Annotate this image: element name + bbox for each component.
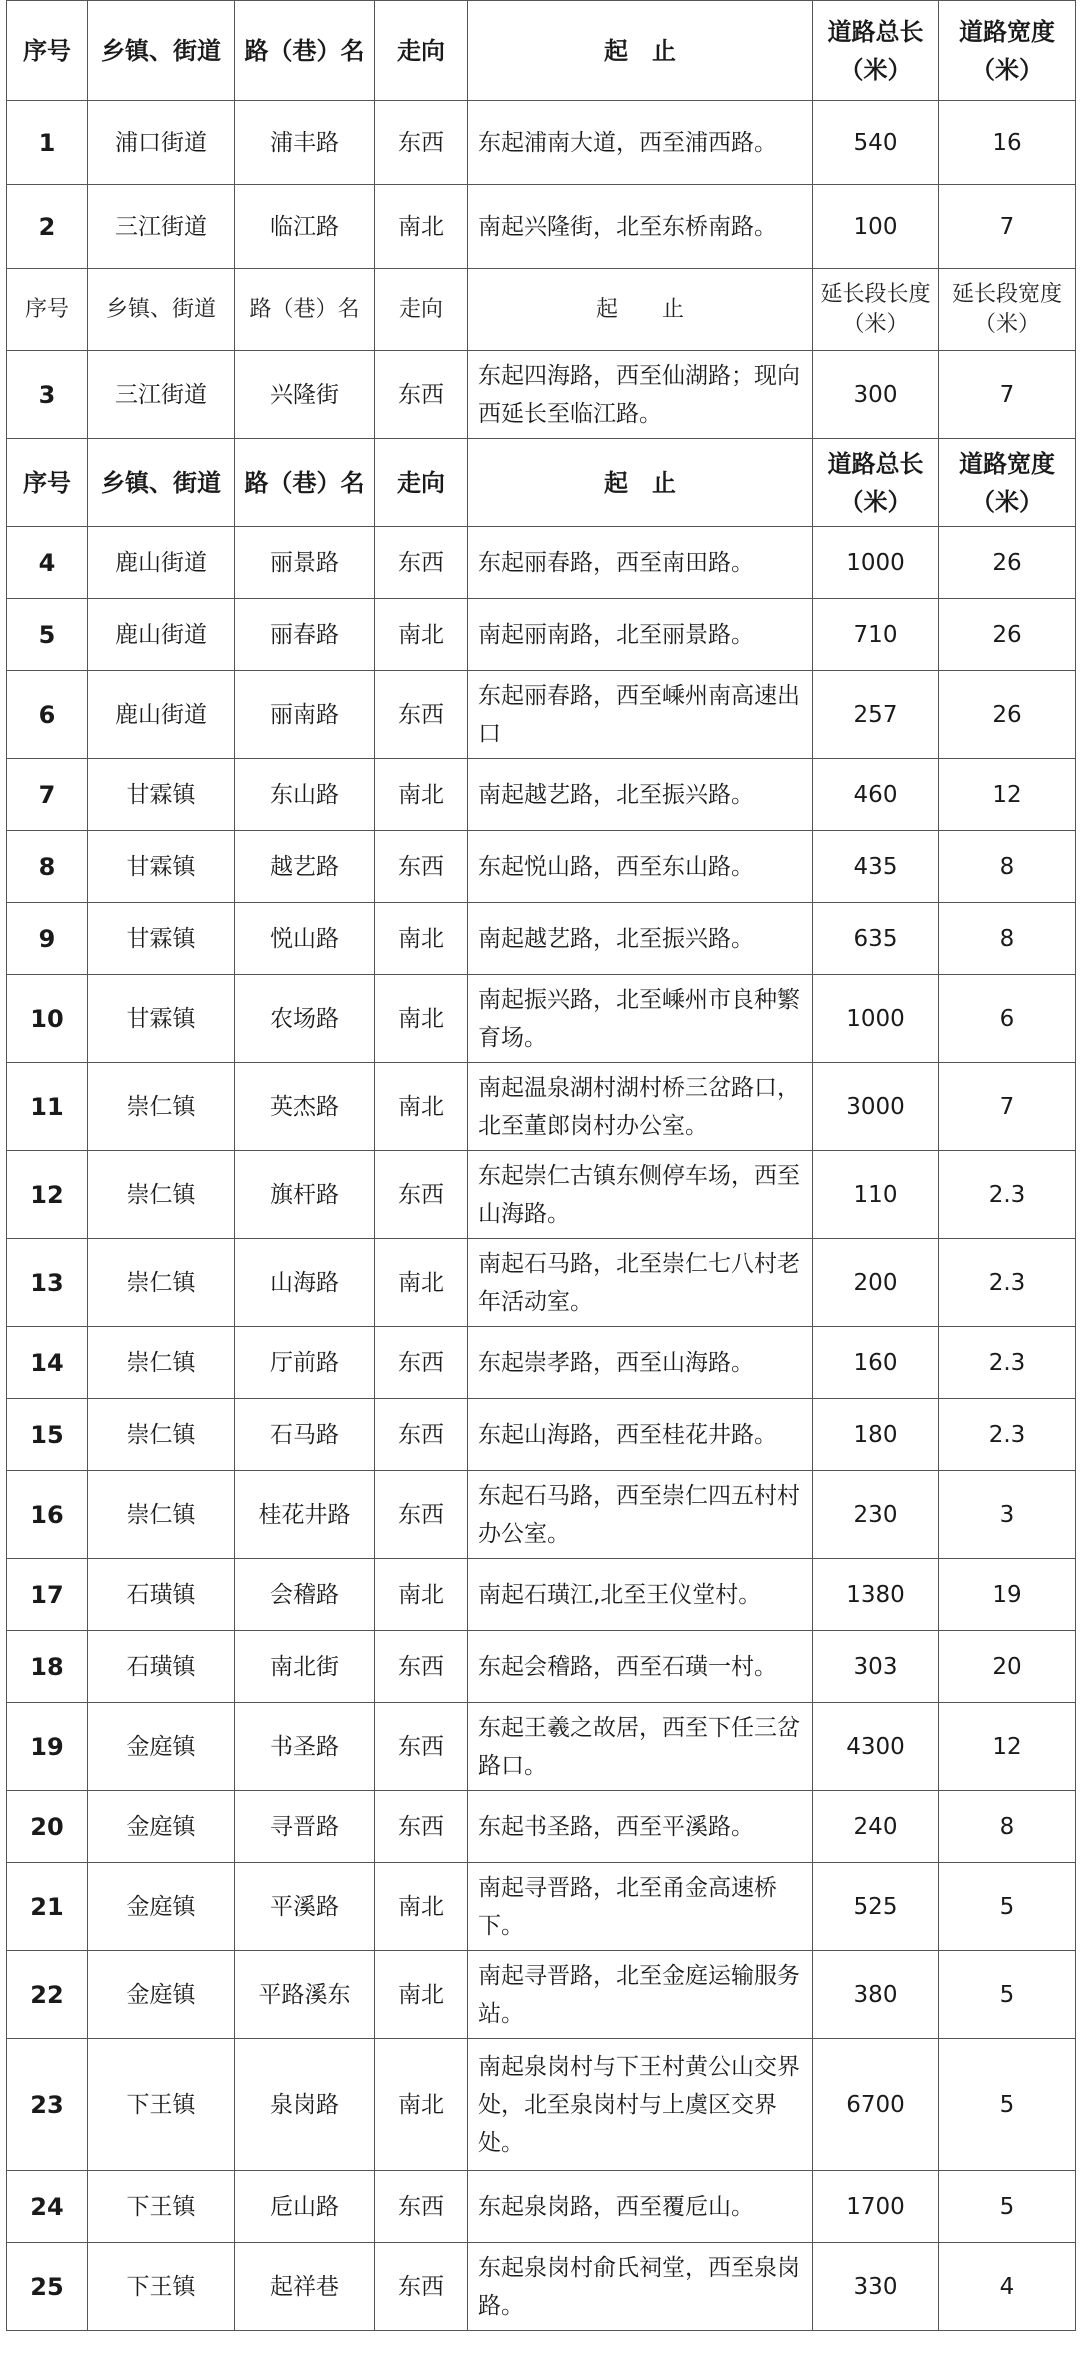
route-description: 东起四海路，西至仙湖路；现向西延长至临江路。 (468, 351, 813, 439)
road-name: 厅前路 (235, 1327, 375, 1399)
direction: 东西 (375, 831, 468, 903)
table-row (7, 1399, 1076, 1471)
road-length: 1700 (813, 2171, 939, 2243)
road-name: 卮山路 (235, 2171, 375, 2243)
road-width: 4 (939, 2243, 1076, 2331)
road-length: 435 (813, 831, 939, 903)
row-number: 18 (7, 1631, 88, 1703)
direction: 南北 (375, 1239, 468, 1327)
route-description: 南起温泉湖村湖村桥三岔路口，北至董郎岗村办公室。 (468, 1063, 813, 1151)
table-header-cell: 路（巷）名 (235, 439, 375, 527)
road-length: 6700 (813, 2039, 939, 2171)
row-number: 3 (7, 351, 88, 439)
route-description: 东起崇仁古镇东侧停车场，西至山海路。 (468, 1151, 813, 1239)
road-length: 200 (813, 1239, 939, 1327)
road-length: 330 (813, 2243, 939, 2331)
direction: 南北 (375, 185, 468, 269)
road-name: 寻晋路 (235, 1791, 375, 1863)
town-name: 下王镇 (88, 2039, 235, 2171)
road-length: 4300 (813, 1703, 939, 1791)
row-number: 12 (7, 1151, 88, 1239)
route-description: 南起泉岗村与下王村黄公山交界处，北至泉岗村与上虞区交界处。 (468, 2039, 813, 2171)
road-width: 2.3 (939, 1327, 1076, 1399)
route-description: 南起振兴路，北至嵊州市良种繁育场。 (468, 975, 813, 1063)
table-row (7, 599, 1076, 671)
road-width: 20 (939, 1631, 1076, 1703)
row-number: 8 (7, 831, 88, 903)
direction: 东西 (375, 671, 468, 759)
town-name: 崇仁镇 (88, 1327, 235, 1399)
town-name: 鹿山街道 (88, 599, 235, 671)
direction: 南北 (375, 1951, 468, 2039)
table-row (7, 831, 1076, 903)
row-number: 24 (7, 2171, 88, 2243)
road-width: 7 (939, 351, 1076, 439)
route-description: 东起悦山路，西至东山路。 (468, 831, 813, 903)
road-width: 26 (939, 599, 1076, 671)
road-name: 会稽路 (235, 1559, 375, 1631)
route-description: 南起兴隆街，北至东桥南路。 (468, 185, 813, 269)
table-row (7, 1703, 1076, 1791)
road-name: 农场路 (235, 975, 375, 1063)
row-number: 13 (7, 1239, 88, 1327)
table-header-cell: 起 止 (468, 1, 813, 101)
table-header-cell: 走向 (375, 439, 468, 527)
extension-header-cell: 序号 (7, 269, 88, 351)
route-description: 南起丽南路，北至丽景路。 (468, 599, 813, 671)
extension-header (7, 269, 1076, 351)
row-number: 7 (7, 759, 88, 831)
row-number: 11 (7, 1063, 88, 1151)
extension-header-cell: 路（巷）名 (235, 269, 375, 351)
row-number: 15 (7, 1399, 88, 1471)
road-width: 5 (939, 1951, 1076, 2039)
road-width: 16 (939, 101, 1076, 185)
road-width: 2.3 (939, 1399, 1076, 1471)
route-description: 东起泉岗村俞氏祠堂，西至泉岗路。 (468, 2243, 813, 2331)
route-description: 南起寻晋路，北至金庭运输服务站。 (468, 1951, 813, 2039)
table-row (7, 185, 1076, 269)
road-width: 3 (939, 1471, 1076, 1559)
row-number: 25 (7, 2243, 88, 2331)
direction: 南北 (375, 903, 468, 975)
table-row (7, 1631, 1076, 1703)
table-header-cell: 道路总长（米） (813, 1, 939, 101)
town-name: 浦口街道 (88, 101, 235, 185)
town-name: 下王镇 (88, 2243, 235, 2331)
road-name: 临江路 (235, 185, 375, 269)
road-width: 8 (939, 1791, 1076, 1863)
table-row (7, 1239, 1076, 1327)
road-name: 南北街 (235, 1631, 375, 1703)
road-width: 7 (939, 1063, 1076, 1151)
table-header-cell: 道路宽度（米） (939, 1, 1076, 101)
road-width: 19 (939, 1559, 1076, 1631)
road-length: 300 (813, 351, 939, 439)
direction: 东西 (375, 1791, 468, 1863)
table-row (7, 527, 1076, 599)
row-number: 19 (7, 1703, 88, 1791)
direction: 东西 (375, 351, 468, 439)
road-name: 越艺路 (235, 831, 375, 903)
row-number: 6 (7, 671, 88, 759)
road-length: 240 (813, 1791, 939, 1863)
road-width: 26 (939, 527, 1076, 599)
table-row (7, 1063, 1076, 1151)
town-name: 崇仁镇 (88, 1151, 235, 1239)
table-row (7, 759, 1076, 831)
road-name: 旗杆路 (235, 1151, 375, 1239)
road-width: 2.3 (939, 1151, 1076, 1239)
road-width: 7 (939, 185, 1076, 269)
table-row (7, 1471, 1076, 1559)
town-name: 甘霖镇 (88, 831, 235, 903)
road-name: 石马路 (235, 1399, 375, 1471)
road-name: 英杰路 (235, 1063, 375, 1151)
town-name: 金庭镇 (88, 1791, 235, 1863)
route-description: 东起丽春路，西至南田路。 (468, 527, 813, 599)
direction: 南北 (375, 2039, 468, 2171)
route-description: 南起寻晋路，北至甬金高速桥下。 (468, 1863, 813, 1951)
road-length: 540 (813, 101, 939, 185)
road-length: 1000 (813, 527, 939, 599)
town-name: 鹿山街道 (88, 671, 235, 759)
table-row (7, 1151, 1076, 1239)
table-header-cell: 路（巷）名 (235, 1, 375, 101)
road-name: 丽景路 (235, 527, 375, 599)
road-name: 浦丰路 (235, 101, 375, 185)
direction: 东西 (375, 1631, 468, 1703)
table-header-cell: 起 止 (468, 439, 813, 527)
direction: 南北 (375, 975, 468, 1063)
road-length: 230 (813, 1471, 939, 1559)
road-name: 桂花井路 (235, 1471, 375, 1559)
town-name: 金庭镇 (88, 1951, 235, 2039)
road-name: 丽春路 (235, 599, 375, 671)
row-number: 22 (7, 1951, 88, 2039)
road-width: 2.3 (939, 1239, 1076, 1327)
row-number: 17 (7, 1559, 88, 1631)
table-row (7, 671, 1076, 759)
row-number: 2 (7, 185, 88, 269)
row-number: 5 (7, 599, 88, 671)
direction: 南北 (375, 759, 468, 831)
road-width: 5 (939, 2171, 1076, 2243)
table-header-cell: 乡镇、街道 (88, 439, 235, 527)
road-length: 303 (813, 1631, 939, 1703)
row-number: 1 (7, 101, 88, 185)
row-number: 20 (7, 1791, 88, 1863)
row-number: 14 (7, 1327, 88, 1399)
row-number: 4 (7, 527, 88, 599)
row-number: 23 (7, 2039, 88, 2171)
table-row (7, 1559, 1076, 1631)
road-length: 110 (813, 1151, 939, 1239)
road-name: 悦山路 (235, 903, 375, 975)
road-name: 泉岗路 (235, 2039, 375, 2171)
direction: 东西 (375, 527, 468, 599)
direction: 东西 (375, 101, 468, 185)
table-row (7, 1791, 1076, 1863)
town-name: 崇仁镇 (88, 1399, 235, 1471)
road-name: 起祥巷 (235, 2243, 375, 2331)
town-name: 三江街道 (88, 185, 235, 269)
direction: 南北 (375, 1063, 468, 1151)
table-header-cell: 道路总长（米） (813, 439, 939, 527)
road-length: 100 (813, 185, 939, 269)
direction: 东西 (375, 1151, 468, 1239)
road-length: 525 (813, 1863, 939, 1951)
extension-header-cell: 延长段宽度（米） (939, 269, 1076, 351)
row-number: 9 (7, 903, 88, 975)
table-row (7, 2171, 1076, 2243)
direction: 南北 (375, 1559, 468, 1631)
road-width: 5 (939, 2039, 1076, 2171)
table-row (7, 101, 1076, 185)
table-header-cell: 序号 (7, 1, 88, 101)
table-header-cell: 道路宽度（米） (939, 439, 1076, 527)
table-header-cell: 序号 (7, 439, 88, 527)
town-name: 金庭镇 (88, 1863, 235, 1951)
route-description: 南起越艺路，北至振兴路。 (468, 903, 813, 975)
direction: 东西 (375, 1703, 468, 1791)
road-width: 8 (939, 831, 1076, 903)
table-header-cell: 走向 (375, 1, 468, 101)
town-name: 崇仁镇 (88, 1239, 235, 1327)
town-name: 崇仁镇 (88, 1471, 235, 1559)
row-number: 16 (7, 1471, 88, 1559)
town-name: 石璜镇 (88, 1631, 235, 1703)
road-width: 26 (939, 671, 1076, 759)
road-name: 东山路 (235, 759, 375, 831)
route-description: 东起崇孝路，西至山海路。 (468, 1327, 813, 1399)
town-name: 崇仁镇 (88, 1063, 235, 1151)
direction: 东西 (375, 1471, 468, 1559)
road-length: 635 (813, 903, 939, 975)
road-length: 710 (813, 599, 939, 671)
table-row (7, 1327, 1076, 1399)
table-header-cell: 乡镇、街道 (88, 1, 235, 101)
town-name: 鹿山街道 (88, 527, 235, 599)
extension-header-cell: 乡镇、街道 (88, 269, 235, 351)
road-width: 12 (939, 759, 1076, 831)
road-length: 1000 (813, 975, 939, 1063)
route-description: 东起山海路，西至桂花井路。 (468, 1399, 813, 1471)
table-row (7, 351, 1076, 439)
direction: 东西 (375, 2171, 468, 2243)
direction: 东西 (375, 1327, 468, 1399)
table-header (7, 439, 1076, 527)
road-name: 书圣路 (235, 1703, 375, 1791)
route-description: 东起王羲之故居，西至下任三岔路口。 (468, 1703, 813, 1791)
table-row (7, 1863, 1076, 1951)
town-name: 三江街道 (88, 351, 235, 439)
road-width: 5 (939, 1863, 1076, 1951)
road-length: 3000 (813, 1063, 939, 1151)
road-width: 6 (939, 975, 1076, 1063)
road-length: 380 (813, 1951, 939, 2039)
road-name: 丽南路 (235, 671, 375, 759)
road-length: 257 (813, 671, 939, 759)
route-description: 南起石璜江,北至王仪堂村。 (468, 1559, 813, 1631)
town-name: 甘霖镇 (88, 903, 235, 975)
direction: 南北 (375, 1863, 468, 1951)
road-length: 1380 (813, 1559, 939, 1631)
direction: 东西 (375, 1399, 468, 1471)
road-width: 12 (939, 1703, 1076, 1791)
road-width: 8 (939, 903, 1076, 975)
route-description: 南起越艺路，北至振兴路。 (468, 759, 813, 831)
town-name: 石璜镇 (88, 1559, 235, 1631)
route-description: 东起石马路，西至崇仁四五村村办公室。 (468, 1471, 813, 1559)
road-name: 平溪路 (235, 1863, 375, 1951)
road-length: 460 (813, 759, 939, 831)
extension-header-cell: 走向 (375, 269, 468, 351)
table-row (7, 2243, 1076, 2331)
road-table (6, 0, 1076, 2331)
table-row (7, 903, 1076, 975)
road-name: 山海路 (235, 1239, 375, 1327)
extension-header-cell: 起 止 (468, 269, 813, 351)
table-header (7, 1, 1076, 101)
direction: 南北 (375, 599, 468, 671)
road-length: 160 (813, 1327, 939, 1399)
table-row (7, 2039, 1076, 2171)
road-name: 平路溪东 (235, 1951, 375, 2039)
route-description: 东起泉岗路，西至覆卮山。 (468, 2171, 813, 2243)
town-name: 甘霖镇 (88, 975, 235, 1063)
town-name: 甘霖镇 (88, 759, 235, 831)
road-length: 180 (813, 1399, 939, 1471)
route-description: 东起浦南大道，西至浦西路。 (468, 101, 813, 185)
row-number: 10 (7, 975, 88, 1063)
road-name: 兴隆街 (235, 351, 375, 439)
town-name: 金庭镇 (88, 1703, 235, 1791)
table-row (7, 1951, 1076, 2039)
town-name: 下王镇 (88, 2171, 235, 2243)
direction: 东西 (375, 2243, 468, 2331)
table-row (7, 975, 1076, 1063)
route-description: 南起石马路，北至崇仁七八村老年活动室。 (468, 1239, 813, 1327)
row-number: 21 (7, 1863, 88, 1951)
route-description: 东起会稽路，西至石璜一村。 (468, 1631, 813, 1703)
route-description: 东起书圣路，西至平溪路。 (468, 1791, 813, 1863)
route-description: 东起丽春路，西至嵊州南高速出口 (468, 671, 813, 759)
extension-header-cell: 延长段长度（米） (813, 269, 939, 351)
